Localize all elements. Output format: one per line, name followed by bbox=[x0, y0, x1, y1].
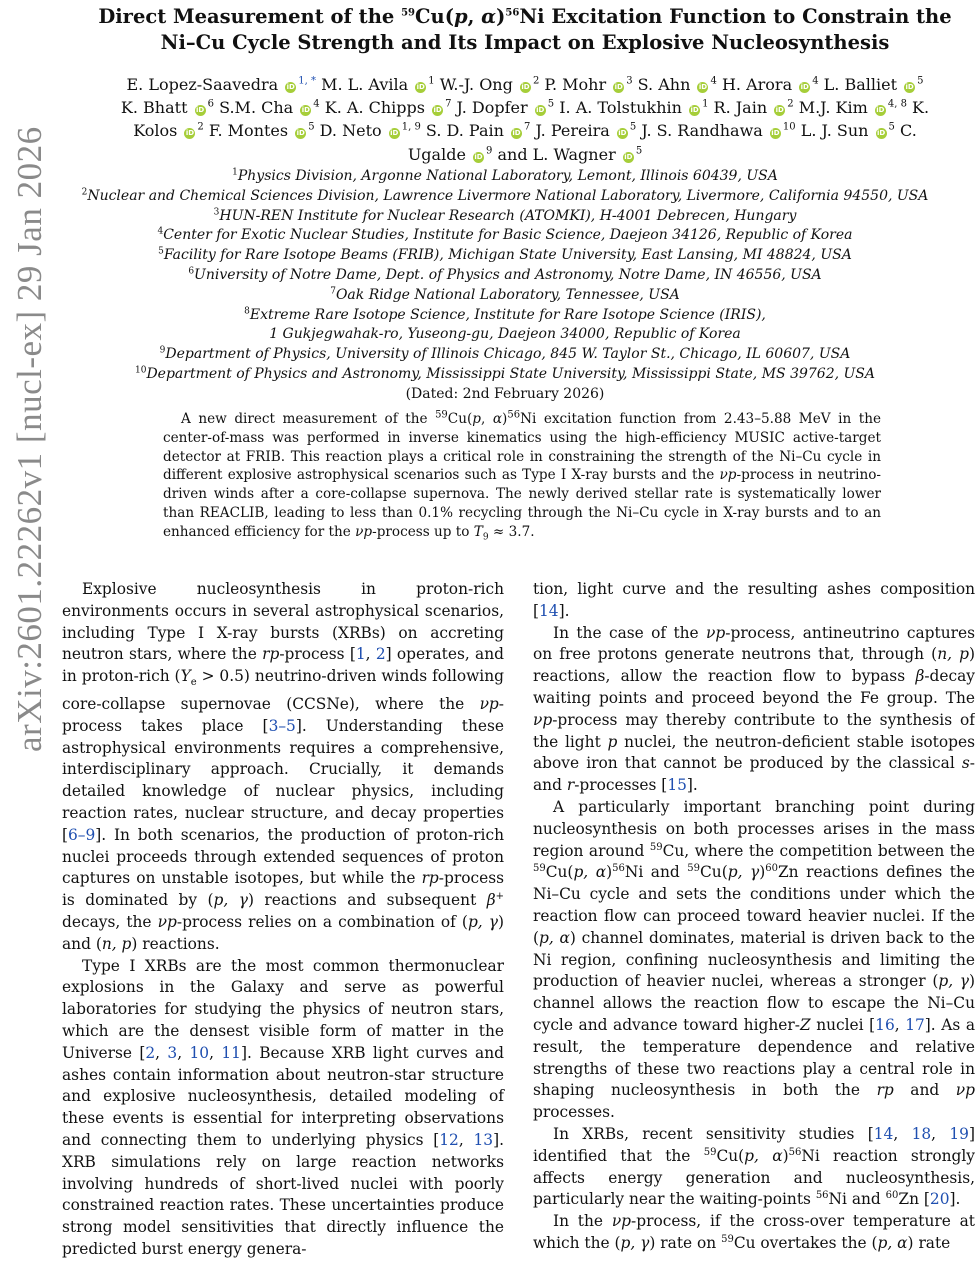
orcid-icon[interactable]: iD bbox=[185, 129, 195, 138]
affiliation-text: Oak Ridge National Laboratory, Tennessee, USA bbox=[335, 286, 680, 303]
author-affiliation-marker: 7 bbox=[524, 122, 531, 134]
affiliation-text: HUN-REN Institute for Nuclear Research (ATOMKI), H-4001 Debrecen, Hungary bbox=[219, 207, 797, 224]
affiliation-text: Extreme Rare Isotope Science, Institute for Rare Isotope Science (IRIS), bbox=[249, 306, 766, 323]
affiliation-line bbox=[60, 365, 950, 385]
author-affiliation-marker: 5 bbox=[888, 122, 895, 134]
author bbox=[535, 121, 636, 140]
affiliation-number: 8 bbox=[244, 305, 250, 316]
body-right-column bbox=[533, 579, 975, 1255]
author-name: F. Montes bbox=[208, 121, 289, 141]
author-affiliation-marker: 2 bbox=[532, 75, 540, 87]
author-affiliation-marker: 5 bbox=[308, 122, 315, 134]
orcid-icon[interactable]: iD bbox=[474, 152, 483, 161]
citation-link[interactable]: 15 bbox=[667, 776, 687, 795]
author bbox=[533, 145, 643, 164]
citation-link[interactable]: 12 bbox=[439, 1131, 459, 1149]
affiliation-line bbox=[60, 306, 950, 326]
affiliation-text: 1 Gukjegwahak-ro, Yuseong-gu, Daejeon 34000, Republic of Korea bbox=[269, 326, 741, 343]
affiliation-number: 4 bbox=[157, 226, 164, 237]
author-affiliation-marker: 9 bbox=[486, 145, 493, 157]
citation-link[interactable]: 20 bbox=[929, 1190, 950, 1209]
paragraph: Type I XRBs are the most common thermonuclear explosions in the Galaxy and serve as powerful laboratories for studying the physics of neutron stars, which are the densest visible form of matter in the Universe [2, 3, 10, 11]. Because XRB light curves and ashes contain information about neutron-star structure and explosive nucleosynthesis, detailed modeling of these events is essential for interpreting observations and connecting them to underlying physics [12, 13]. XRB simulations rely on large reaction networks involving hundreds of short-lived nuclei with poorly constrained reaction rates. These uncertainties produce strong model sensitivities that directly influence the predicted burst energy genera- bbox=[62, 956, 504, 1258]
author bbox=[799, 98, 907, 117]
citation-link[interactable]: 10 bbox=[189, 1043, 210, 1062]
author bbox=[457, 98, 555, 117]
affiliation-number: 7 bbox=[330, 286, 336, 297]
author-affiliation-marker: 1, * bbox=[298, 75, 316, 87]
author-name: W.-J. Ong bbox=[439, 75, 513, 94]
author bbox=[544, 75, 632, 94]
orcid-icon[interactable]: iD bbox=[536, 106, 545, 115]
citation-link[interactable]: 19 bbox=[949, 1124, 969, 1143]
affiliation-text: Department of Physics and Astronomy, Mississippi State University, Mississippi State, MS 39762, USA bbox=[146, 365, 876, 382]
affiliation-text: University of Notre Dame, Dept. of Physics and Astronomy, Notre Dame, IN 46556, USA bbox=[194, 266, 822, 283]
orcid-icon[interactable]: iD bbox=[390, 129, 399, 138]
affiliation-line bbox=[60, 246, 950, 266]
paragraph: A particularly important branching point during nucleosynthesis on both processes arises in the mass region around $^{59}$Cu, where the competition between the $^{59}$Cu(p, α)$^{56}$Ni and $^{59}$Cu(p, γ)$^{60}$Zn reactions defines the Ni–Cu cycle and sets the conditions under which the reaction flow can proceed toward heavier nuclei. If the (p, α) channel dominates, material is driven back to the Ni region, confining nucleosynthesis and limiting the production of heavier nuclei, whereas a stronger (p, γ) channel allows the reaction flow to escape the Ni–Cu cycle and advance toward higher-Z nuclei [16, 17]. As a result, the temperature dependence and relative strengths of these two reactions play a central role in shaping nucleosynthesis in both the rp and νp processes. bbox=[533, 797, 975, 1122]
citation-link[interactable]: 3–5 bbox=[268, 716, 296, 735]
author-name: S. D. Pain bbox=[425, 121, 504, 141]
author-affiliation-marker: 2 bbox=[787, 98, 794, 110]
orcid-icon[interactable]: iD bbox=[698, 83, 708, 91]
date-line: (Dated: 2nd February 2026) bbox=[405, 385, 605, 402]
author-affiliation-marker: 4 bbox=[812, 75, 819, 87]
citation-link[interactable]: 6–9 bbox=[68, 825, 96, 844]
author bbox=[638, 75, 717, 94]
author-affiliation-marker: 1, 9 bbox=[401, 122, 421, 134]
author-name: J. S. Randhawa bbox=[641, 121, 763, 141]
author-name: P. Mohr bbox=[544, 75, 607, 94]
author-affiliation-marker: 3 bbox=[626, 75, 633, 87]
orcid-icon[interactable]: iD bbox=[690, 106, 699, 115]
citation-link[interactable]: 2 bbox=[375, 645, 386, 664]
orcid-icon[interactable]: iD bbox=[771, 129, 780, 138]
author bbox=[641, 121, 795, 140]
citation-link[interactable]: 13 bbox=[473, 1131, 494, 1149]
paper-title: Direct Measurement of the $^{59}$Cu(p, α)$^{56}$Ni Excitation Function to Constrain the Ni–Cu Cycle Strength and Its Impact on Explosive Nucleosynthesis bbox=[98, 5, 952, 54]
citation-link[interactable]: 14 bbox=[873, 1124, 894, 1143]
affiliation-line bbox=[60, 167, 950, 187]
affiliation-text: Facility for Rare Isotope Beams (FRIB), Michigan State University, East Lansing, MI 48824, USA bbox=[163, 247, 852, 264]
author-name: L. J. Sun bbox=[800, 121, 869, 141]
author-affiliation-marker: 5 bbox=[917, 75, 924, 87]
author-list bbox=[120, 73, 930, 166]
affiliation-number: 10 bbox=[134, 365, 147, 376]
author-affiliation-marker: 4, 8 bbox=[887, 98, 907, 110]
body-left-column bbox=[62, 579, 504, 1261]
affiliation-line bbox=[60, 325, 950, 345]
orcid-icon[interactable]: iD bbox=[196, 106, 205, 115]
orcid-icon[interactable]: iD bbox=[296, 129, 305, 138]
orcid-icon[interactable]: iD bbox=[775, 106, 784, 115]
author-name: J. Pereira bbox=[535, 121, 610, 141]
author-name: D. Neto bbox=[319, 121, 382, 141]
affiliation-number: 5 bbox=[158, 246, 164, 257]
author-affiliation-marker: 7 bbox=[445, 98, 452, 110]
citation-link[interactable]: 16 bbox=[875, 1015, 895, 1034]
affiliation-number: 3 bbox=[213, 206, 220, 217]
author-name: K. Kolos bbox=[133, 98, 930, 141]
author bbox=[321, 75, 435, 94]
orcid-icon[interactable]: iD bbox=[614, 83, 623, 91]
author-affiliation-marker: 5 bbox=[629, 122, 637, 134]
author bbox=[320, 121, 421, 140]
arxiv-identifier-stamp[interactable]: arXiv:2601.22262v1 [nucl-ex] 29 Jan 2026 bbox=[10, 126, 49, 752]
author-affiliation-marker: 5 bbox=[635, 145, 643, 157]
author bbox=[219, 98, 320, 117]
author bbox=[426, 121, 530, 140]
affiliation-text: Physics Division, Argonne National Laboratory, Lemont, Illinois 60439, USA bbox=[237, 168, 778, 184]
orcid-icon[interactable]: iD bbox=[416, 83, 425, 91]
orcid-icon[interactable]: iD bbox=[800, 83, 809, 91]
author-name: M.J. Kim bbox=[798, 98, 868, 118]
orcid-icon[interactable]: iD bbox=[624, 152, 633, 161]
author-name: S.M. Cha bbox=[219, 98, 294, 118]
paragraph: tion, light curve and the resulting ashes composition [14]. bbox=[533, 580, 975, 620]
orcid-icon[interactable]: iD bbox=[433, 106, 442, 115]
affiliation-number: 1 bbox=[232, 167, 238, 178]
author bbox=[824, 75, 924, 94]
orcid-icon[interactable]: iD bbox=[618, 129, 627, 138]
author-name: I. A. Tolstukhin bbox=[559, 98, 682, 118]
paragraph: In XRBs, recent sensitivity studies [14, 18, 19] identified that the $^{59}$Cu(p, α)$^{56}$Ni reaction strongly affects energy generation and nucleosynthesis, particularly near the waiting-points $^{56}$Ni and $^{60}$Zn [20]. bbox=[533, 1124, 975, 1209]
orcid-icon[interactable]: iD bbox=[876, 129, 886, 138]
author-affiliation-marker: 6 bbox=[207, 98, 214, 110]
author-affiliation-marker: 2 bbox=[197, 122, 204, 134]
author bbox=[714, 98, 794, 117]
author-affiliation-marker: 4 bbox=[313, 98, 320, 110]
affiliation-line bbox=[60, 226, 950, 246]
affiliation-line bbox=[60, 345, 950, 365]
orcid-icon[interactable]: iD bbox=[521, 83, 530, 91]
author-name: C. Ugalde bbox=[407, 121, 917, 164]
affiliation-number: 6 bbox=[188, 266, 195, 277]
orcid-icon[interactable]: iD bbox=[905, 83, 914, 91]
paragraph: In the case of the νp-process, antineutrino captures on free protons generate neutrons that, through (n, p) reactions, allow the reaction flow to bypass β-decay waiting points and proceed beyond the Fe group. The νp-process may thereby contribute to the synthesis of the light p nuclei, the neutron-deficient stable isotopes above iron that cannot be produced by the classical s- and r-processes [15]. bbox=[533, 623, 975, 795]
author-name: L. Wagner bbox=[532, 144, 616, 164]
citation-link[interactable]: 2 bbox=[145, 1043, 156, 1062]
author bbox=[209, 121, 315, 140]
author bbox=[121, 98, 214, 117]
author-name: M. L. Avila bbox=[321, 75, 409, 94]
author-name: R. Jain bbox=[713, 98, 768, 118]
citation-link[interactable]: 14 bbox=[539, 601, 559, 620]
author-name: K. Bhatt bbox=[120, 98, 188, 118]
author bbox=[801, 121, 895, 140]
abstract: A new direct measurement of the $^{59}$Cu(p, α)$^{56}$Ni excitation function from 2.43–5.88 MeV in the center-of-mass was performed in inverse kinematics using the high-efficiency MUSIC active-target detector at FRIB. This reaction plays a critical role in constraining the strength of the Ni–Cu cycle in different explosive astrophysical scenarios such as Type I X-ray bursts and the νp-process in neutrino-driven winds after a core-collapse supernova. The newly derived stellar rate is systematically lower than REACLIB, leading to less than 0.1% recycling through the Ni–Cu cycle in X-ray bursts and to an enhanced efficiency for the νp-process up to $T_9 \approx 3.7$. bbox=[163, 409, 881, 543]
citation-link[interactable]: 1 bbox=[355, 645, 366, 664]
affiliation-text: Nuclear and Chemical Sciences Division, Lawrence Livermore National Laboratory, Livermore, California 94550, USA bbox=[87, 187, 929, 204]
affiliation-list bbox=[60, 167, 950, 405]
affiliation-number: 2 bbox=[81, 187, 88, 198]
author-name: K. A. Chipps bbox=[324, 98, 425, 118]
author-name: S. Ahn bbox=[637, 75, 691, 94]
author-and: and bbox=[497, 144, 528, 164]
orcid-icon[interactable]: iD bbox=[512, 129, 521, 138]
orcid-icon[interactable]: iD bbox=[286, 83, 295, 91]
affiliation-line bbox=[60, 286, 950, 306]
affiliation-line bbox=[60, 187, 950, 207]
citation-link[interactable]: 18 bbox=[911, 1124, 932, 1143]
citation-link[interactable]: 3 bbox=[167, 1043, 178, 1062]
paragraph: Explosive nucleosynthesis in proton-rich environments occurs in several astrophysical scenarios, including Type I X-ray bursts (XRBs) on accreting neutron stars, where the rp-process [1, 2] operates, and in proton-rich $(Y_e > 0.5)$ neutrino-driven winds following core-collapse supernovae (CCSNe), where the νp-process takes place [3–5]. Understanding these astrophysical environments requires a comprehensive, interdisciplinary approach. Crucially, it demands detailed knowledge of nuclear physics, including reaction rates, nuclear structure, and decay properties [6–9]. In both scenarios, the production of proton-rich nuclei proceeds through extended sequences of proton captures on unstable isotopes, but while the rp-process is dominated by (p, γ) reactions and subsequent β+ decays, the νp-process relies on a combination of (p, γ) and (n, p) reactions. bbox=[62, 580, 504, 953]
author bbox=[722, 75, 819, 94]
affiliation-number: 9 bbox=[159, 345, 166, 356]
affiliation-text: Department of Physics, University of Illinois Chicago, 845 W. Taylor St., Chicago, IL 60607, USA bbox=[165, 346, 851, 363]
affiliation-line bbox=[60, 266, 950, 286]
author bbox=[325, 98, 452, 117]
author-name: H. Arora bbox=[721, 75, 793, 94]
author-affiliation-marker: 1 bbox=[428, 75, 435, 87]
affiliation-line bbox=[60, 207, 950, 227]
affiliation-text: Center for Exotic Nuclear Studies, Institute for Basic Science, Daejeon 34126, Republic of Korea bbox=[163, 227, 853, 244]
author-affiliation-marker: 4 bbox=[710, 75, 717, 87]
author-affiliation-marker: 10 bbox=[782, 122, 796, 134]
author-name: E. Lopez-Saavedra bbox=[126, 75, 279, 94]
author bbox=[440, 75, 540, 94]
citation-link[interactable]: 17 bbox=[905, 1015, 925, 1034]
author bbox=[559, 98, 708, 117]
author-name: J. Dopfer bbox=[456, 98, 528, 118]
citation-link[interactable]: 11 bbox=[221, 1043, 241, 1062]
author-affiliation-marker: 1 bbox=[702, 98, 709, 110]
paragraph: In the νp-process, if the cross-over temperature at which the (p, γ) rate on $^{59}$Cu overtakes the (p, α) rate bbox=[533, 1212, 975, 1252]
author bbox=[127, 75, 316, 94]
orcid-icon[interactable]: iD bbox=[301, 106, 310, 115]
author-affiliation-marker: 5 bbox=[547, 98, 555, 110]
author-name: L. Balliet bbox=[823, 75, 898, 94]
orcid-icon[interactable]: iD bbox=[876, 106, 885, 115]
